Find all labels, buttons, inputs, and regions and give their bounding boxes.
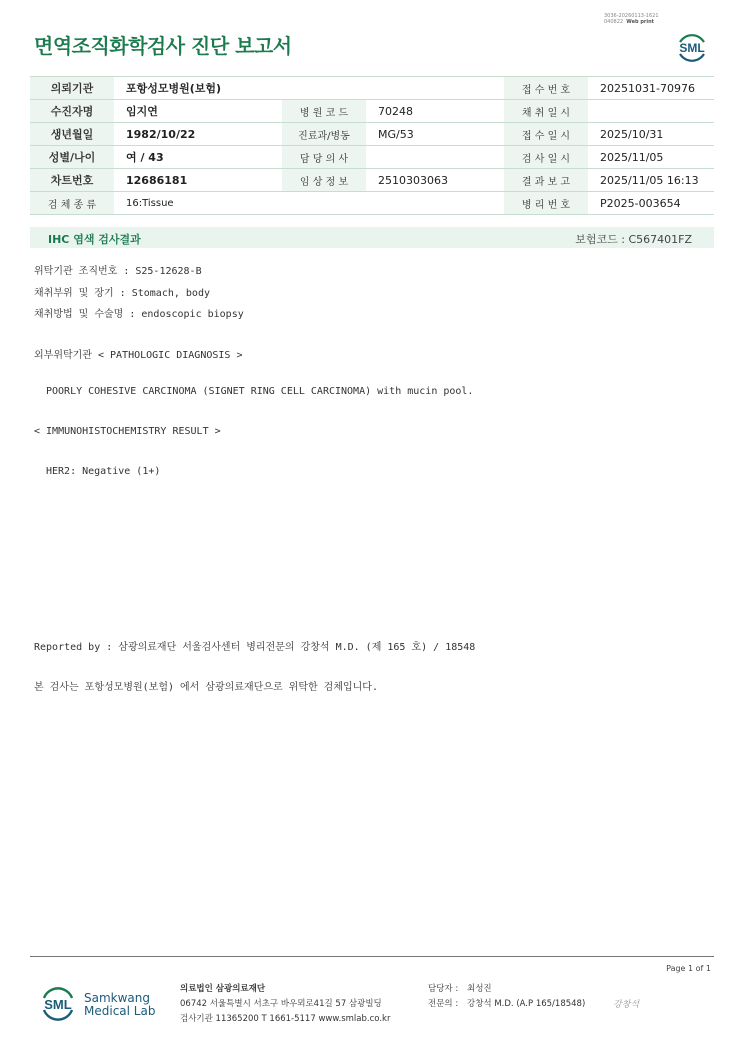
label-department-ward: 진료과/병동 — [282, 123, 366, 146]
value-birth-date: 1982/10/22 — [114, 123, 282, 146]
value-specimen-type: 16:Tissue — [114, 192, 504, 215]
info-row — [30, 146, 714, 169]
label-clinical-info: 임 상 정 보 — [282, 169, 366, 192]
report-line-ihc-header: < IMMUNOHISTOCHEMISTRY RESULT > — [34, 426, 221, 437]
label-result-report: 결 과 보 고 — [504, 169, 588, 192]
label-requesting-institution: 의뢰기관 — [30, 77, 114, 100]
ihc-result-header — [30, 227, 714, 248]
label-sex-age: 성별/나이 — [30, 146, 114, 169]
patient-info-table — [30, 76, 714, 215]
value-result-report: 2025/11/05 16:13 — [588, 169, 714, 192]
value-receipt-number: 20251031-70976 — [588, 77, 714, 100]
value-sex-age: 여 / 43 — [114, 146, 282, 169]
page-number: Page 1 of 1 — [666, 964, 711, 973]
value-clinical-info: 2510303063 — [366, 169, 504, 192]
info-row — [30, 169, 714, 192]
brand-name-line1: Samkwang — [84, 991, 150, 1005]
report-line-diagnosis-header: 외부위탁기관 < PATHOLOGIC DIAGNOSIS > — [34, 350, 243, 361]
label-receipt-date: 접 수 일 시 — [504, 123, 588, 146]
value-patient-name: 임지연 — [114, 100, 282, 123]
report-line-specimen-id: 위탁기관 조직번호 : S25-12628-B — [34, 266, 202, 277]
value-collection-date — [588, 100, 714, 123]
web-print-label: Web print — [626, 19, 655, 25]
value-attending-doctor — [366, 146, 504, 169]
info-row — [30, 123, 714, 146]
sml-logo — [672, 26, 712, 66]
insurance-code: 보험코드 : C567401FZ — [575, 233, 692, 246]
label-specimen-type: 검 체 종 류 — [30, 192, 114, 215]
print-code-2: 040822 — [604, 19, 624, 25]
label-patient-name: 수진자명 — [30, 100, 114, 123]
value-hospital-code: 70248 — [366, 100, 504, 123]
report-line-diagnosis: POORLY COHESIVE CARCINOMA (SIGNET RING CELL CARCINOMA) with mucin pool. — [46, 386, 474, 397]
signature: 강창석 — [613, 1000, 640, 1010]
org-address: 06742 서울특별시 서초구 바우뫼로41길 57 삼광빌딩 — [180, 999, 382, 1009]
specialist-label: 전문의 : — [428, 999, 459, 1009]
info-row — [30, 192, 714, 215]
label-birth-date: 생년월일 — [30, 123, 114, 146]
label-receipt-number: 접 수 번 호 — [504, 77, 588, 100]
value-test-date: 2025/11/05 — [588, 146, 714, 169]
label-pathology-number: 병 리 번 호 — [504, 192, 588, 215]
report-line-site: 채취부위 및 장기 : Stomach, body — [34, 288, 210, 299]
org-name: 의료법인 삼광의료재단 — [180, 984, 266, 994]
brand-name-line2: Medical Lab — [84, 1004, 156, 1018]
value-chart-number: 12686181 — [114, 169, 282, 192]
report-line-method: 채취방법 및 수술명 : endoscopic biopsy — [34, 309, 244, 320]
print-meta — [604, 13, 659, 25]
label-chart-number: 차트번호 — [30, 169, 114, 192]
footer-divider — [30, 956, 714, 957]
report-line-referral-note: 본 검사는 포항성모병원(보험) 에서 삼광의료재단으로 위탁한 검체입니다. — [34, 682, 378, 693]
print-code-1: 3036-20260113-1621 — [604, 13, 659, 19]
info-row — [30, 77, 714, 100]
label-collection-date: 채 취 일 시 — [504, 100, 588, 123]
ihc-section-title: IHC 염색 검사결과 — [48, 233, 141, 246]
label-test-date: 검 사 일 시 — [504, 146, 588, 169]
manager-label: 담당자 : — [428, 984, 459, 994]
sml-logo-text: SML — [679, 41, 705, 55]
org-contact: 검사기관 11365200 T 1661-5117 www.smlab.co.kr — [180, 1014, 391, 1024]
sml-footer-logo-text: SML — [44, 997, 72, 1012]
sml-footer-logo — [36, 980, 80, 1024]
value-pathology-number: P2025-003654 — [588, 192, 714, 215]
value-department-ward: MG/53 — [366, 123, 504, 146]
label-hospital-code: 병 원 코 드 — [282, 100, 366, 123]
report-title: 면역조직화학검사 진단 보고서 — [34, 34, 292, 58]
value-receipt-date: 2025/10/31 — [588, 123, 714, 146]
info-row — [30, 100, 714, 123]
report-line-reported-by: Reported by : 삼광의료재단 서울검사센터 병리전문의 강창석 M.D. (제 165 호) / 18548 — [34, 642, 476, 653]
specialist-name: 강창석 M.D. (A.P 165/18548) — [467, 999, 586, 1009]
label-attending-doctor: 담 당 의 사 — [282, 146, 366, 169]
report-line-her2: HER2: Negative (1+) — [46, 466, 161, 477]
manager-name: 최성진 — [467, 984, 492, 994]
value-requesting-institution: 포항성모병원(보험) — [114, 77, 504, 100]
